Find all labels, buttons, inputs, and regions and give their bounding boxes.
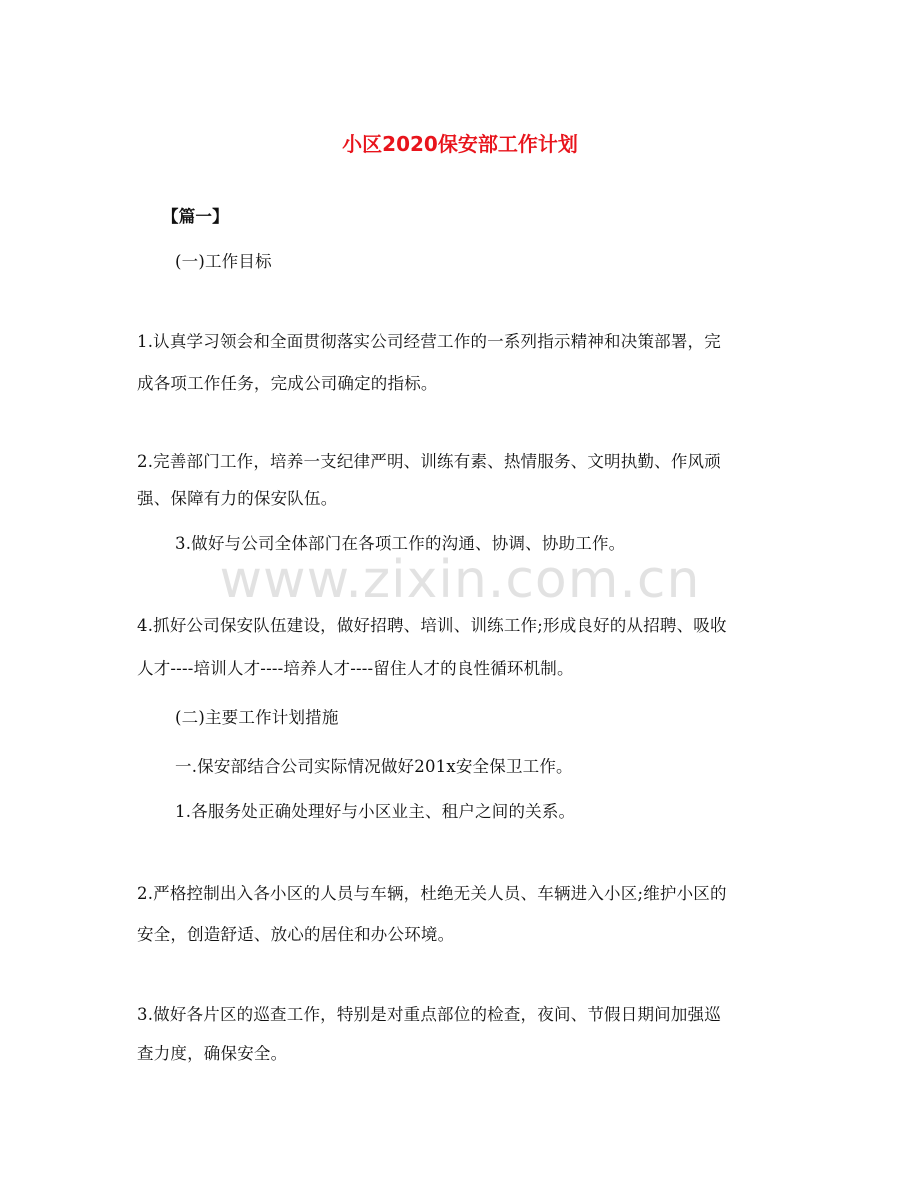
paragraph-4-line-1: 4.抓好公司保安队伍建设，做好招聘、培训、训练工作;形成良好的从招聘、吸收 xyxy=(137,616,727,635)
measure-1-line-1: 1.各服务处正确处理好与小区业主、租户之间的关系。 xyxy=(175,802,576,821)
paragraph-4-line-2: 人才----培训人才----培养人才----留住人才的良性循环机制。 xyxy=(137,659,574,678)
paragraph-3-line-1: 3.做好与公司全体部门在各项工作的沟通、协调、协助工作。 xyxy=(175,534,626,553)
part2-heading: (二)主要工作计划措施 xyxy=(175,708,339,727)
subsection-1-heading: 一.保安部结合公司实际情况做好201x安全保卫工作。 xyxy=(175,757,573,776)
watermark: www.zixin.com.cn xyxy=(219,550,701,610)
paragraph-1-line-2: 成各项工作任务，完成公司确定的指标。 xyxy=(137,374,438,393)
part1-heading: (一)工作目标 xyxy=(175,252,272,271)
paragraph-1-line-1: 1.认真学习领会和全面贯彻落实公司经营工作的一系列指示精神和决策部署，完 xyxy=(137,332,721,351)
document-title: 小区2020保安部工作计划 xyxy=(342,132,578,156)
section-label: 【篇一】 xyxy=(162,207,229,226)
measure-3-line-2: 查力度，确保安全。 xyxy=(137,1044,288,1063)
paragraph-2-line-2: 强、保障有力的保安队伍。 xyxy=(137,489,338,508)
paragraph-2-line-1: 2.完善部门工作，培养一支纪律严明、训练有素、热情服务、文明执勤、作风顽 xyxy=(137,452,721,471)
measure-2-line-2: 安全，创造舒适、放心的居住和办公环境。 xyxy=(137,925,455,944)
measure-2-line-1: 2.严格控制出入各小区的人员与车辆，杜绝无关人员、车辆进入小区;维护小区的 xyxy=(137,884,727,903)
measure-3-line-1: 3.做好各片区的巡查工作，特别是对重点部位的检查，夜间、节假日期间加强巡 xyxy=(137,1005,721,1024)
